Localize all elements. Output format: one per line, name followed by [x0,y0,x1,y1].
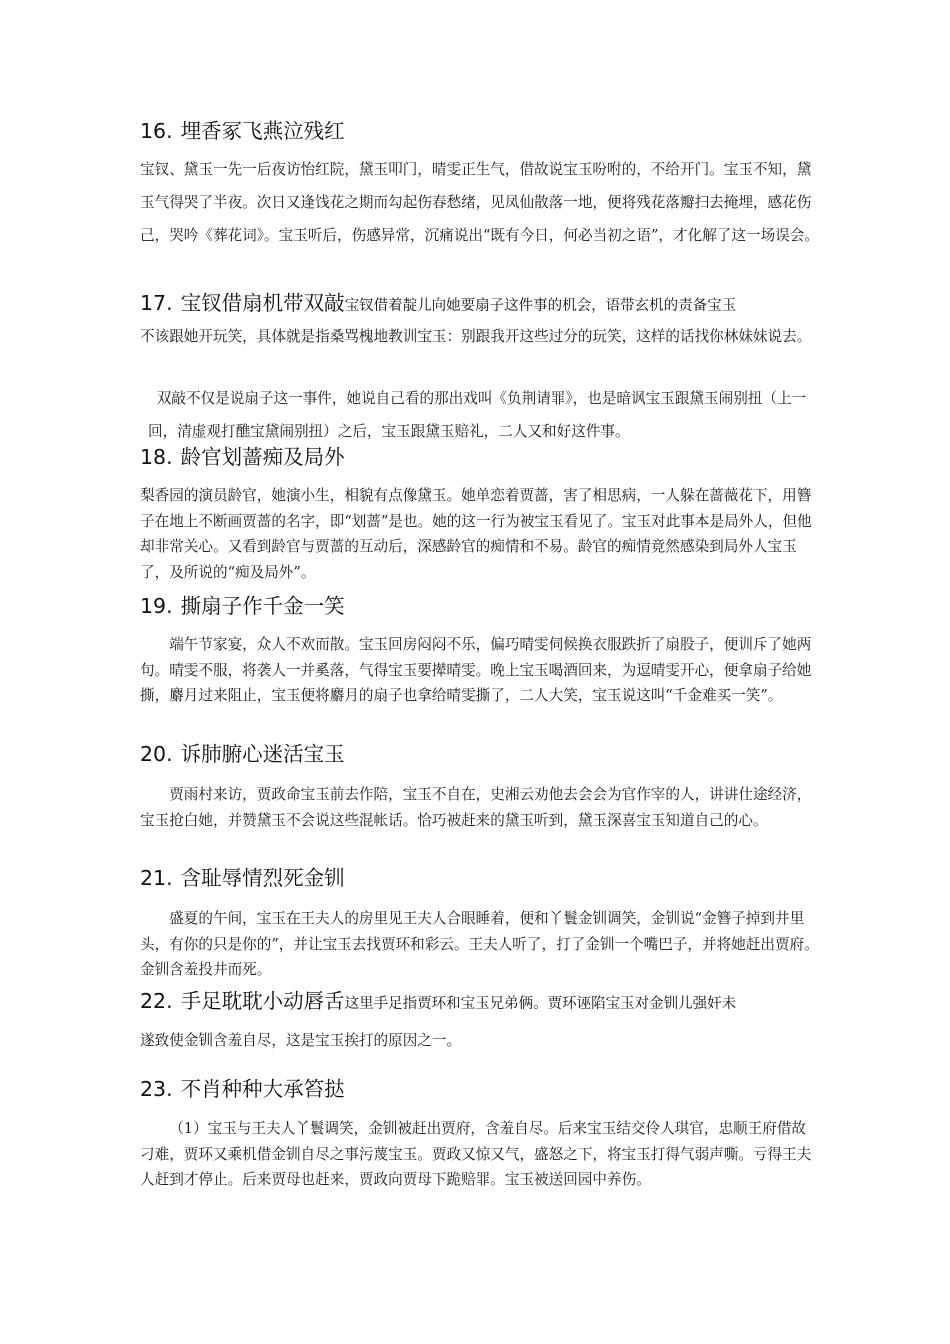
section-inline-text: 宝钗借着靛儿向她要扇子这件事的机会，语带玄机的责备宝玉 [344,298,737,314]
section-20-body [140,782,820,833]
section-title: 撕扇子作千金一笑 [180,594,345,618]
section-title: 龄官划蔷痴及局外 [180,445,345,469]
section-16-heading [140,117,830,145]
section-title: 不肖种种大承笞挞 [180,1077,345,1101]
section-20-heading [140,740,830,768]
section-title: 含耻辱情烈死金钏 [180,866,345,890]
section-number: 16. [140,119,173,143]
section-23-body [140,1116,820,1193]
section-number: 22. [140,989,173,1013]
section-22-heading [140,987,830,1018]
section-title: 宝钗借扇机带双敲 [180,291,345,315]
paragraph: 遂致使金钏含羞自尽，这是宝玉挨打的原因之一。 [140,1032,462,1049]
section-23-heading [140,1075,830,1103]
section-21-body [140,906,820,983]
section-title: 手足耽耽小动唇舌 [180,989,345,1013]
section-inline-text: 这里手足指贾环和宝玉兄弟俩。贾环诬陷宝玉对金钏儿强奸未 [344,996,737,1012]
section-17-body-2 [148,382,828,448]
paragraph: 双敲不仅是说扇子这一事件，她说自己看的那出戏叫《负荆请罪》，也是暗讽宝玉跟黛玉闹别扭（上一回，清虚观打醮宝黛闹别扭）之后，宝玉跟黛玉赔礼，二人又和好这件事。 [148,390,807,440]
section-22-body [140,1024,820,1057]
section-17-heading [140,289,830,320]
section-16-body [140,153,820,252]
paragraph: （1）宝玉与王夫人丫鬟调笑，金钏被赶出贾府，含羞自尽。后来宝玉结交伶人琪官，忠顺王府借故刁难，贾环又乘机借金钏自尽之事污蔑宝玉。贾政又惊又气，盛怒之下，将宝玉打得气弱声嘶。亏得王夫人赶到才停止。后来贾母也赶来，贾政向贾母下跪赔罪。宝玉被送回园中养伤。 [140,1120,812,1188]
paragraph: 梨香园的演员龄官，她演小生，相貌有点像黛玉。她单恋着贾蔷，害了相思病，一人躲在蔷薇花下，用簪子在地上不断画贾蔷的名字，即“划蔷”是也。她的这一行为被宝玉看见了。宝玉对此事本是局外人，但他却非常关心。又看到龄官与贾蔷的互动后，深感龄官的痴情和不易。龄官的痴情竟然感染到局外人宝玉了，及所说的“痴及局外”。 [140,487,812,581]
section-number: 20. [140,742,173,766]
paragraph: 不该跟她开玩笑，具体就是指桑骂槐地教训宝玉：别跟我开这些过分的玩笑，这样的话找你林妹妹说去。 [140,328,812,345]
section-18-heading [140,443,830,471]
section-number: 21. [140,866,173,890]
paragraph: 贾雨村来访，贾政命宝玉前去作陪，宝玉不自在，史湘云劝他去会会为官作宰的人，讲讲仕途经济，宝玉抢白她，并赞黛玉不会说这些混帐话。恰巧被赶来的黛玉听到，黛玉深喜宝玉知道自己的心。 [140,786,812,829]
section-title: 埋香冢飞燕泣残红 [180,119,345,143]
section-title: 诉肺腑心迷活宝玉 [180,742,345,766]
section-number: 23. [140,1077,173,1101]
paragraph: 端午节家宴，众人不欢而散。宝玉回房闷闷不乐，偏巧晴雯伺候换衣服跌折了扇股子，便训斥了她两句。晴雯不服，将袭人一并奚落，气得宝玉要撵晴雯。晚上宝玉喝酒回来，为逗晴雯开心，便拿扇子给她撕，麝月过来阻止，宝玉便将麝月的扇子也拿给晴雯撕了，二人大笑，宝玉说这叫“千金难买一笑”。 [140,636,812,704]
section-19-body [140,632,820,709]
section-number: 19. [140,594,173,618]
paragraph: 宝钗、黛玉一先一后夜访怡红院，黛玉叩门，晴雯正生气，借故说宝玉吩咐的，不给开门。宝玉不知，黛玉气得哭了半夜。次日又逢饯花之期而勾起伤春愁绪，见凤仙散落一地，便将残花落瓣扫去掩埋，感花伤己，哭吟《葬花词》。宝玉听后，伤感异常，沉痛说出“既有今日，何必当初之语”，才化解了这一场误会。 [140,161,819,244]
section-21-heading [140,864,830,892]
section-18-body [140,483,820,585]
paragraph: 盛夏的午间，宝玉在王夫人的房里见王夫人合眼睡着，便和丫鬟金钏调笑，金钏说“金簪子掉到井里头，有你的只是你的”，并让宝玉去找贾环和彩云。王夫人听了，打了金钏一个嘴巴子，并将她赶出贾府。金钏含羞投井而死。 [140,910,819,978]
section-number: 17. [140,291,173,315]
section-17-body [140,320,820,353]
section-number: 18. [140,445,173,469]
section-19-heading [140,592,830,620]
